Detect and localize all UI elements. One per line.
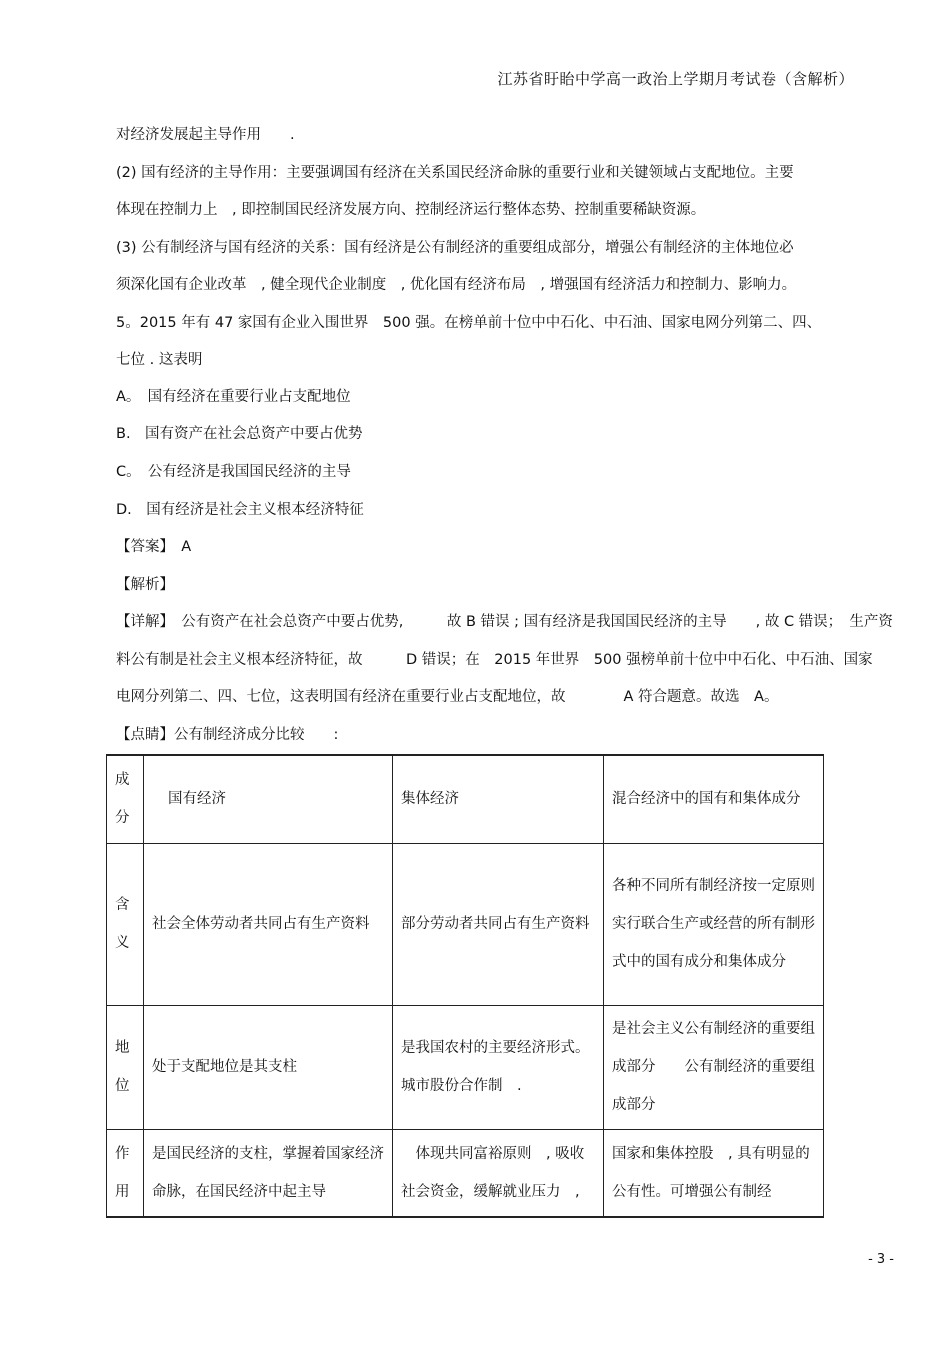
table-cell: 各种不同所有制经济按一定原则实行联合生产或经营的所有制形式中的国有成分和集体成分 <box>604 843 824 1005</box>
table-header-cell: 成分 <box>107 755 144 843</box>
table-row <box>107 1005 824 1129</box>
answer-line: 【答案】 A <box>116 539 192 555</box>
comparison-table <box>106 754 824 1218</box>
table-row-head: 作用 <box>107 1129 144 1217</box>
table-header-row <box>107 755 824 843</box>
table-cell: 体现共同富裕原则 , 吸收社会资金，缓解就业压力 , <box>393 1129 604 1217</box>
table-cell: 是社会主义公有制经济的重要组成部分 公有制经济的重要组成部分 <box>604 1005 824 1129</box>
analysis-heading: 【解析】 <box>116 577 174 593</box>
comment-heading: 【点睛】公有制经济成分比较 : <box>116 727 339 743</box>
option-d: D. 国有经济是社会主义根本经济特征 <box>116 502 364 518</box>
table-cell: 社会全体劳动者共同占有生产资料 <box>144 843 393 1005</box>
option-b: B. 国有资产在社会总资产中要占优势 <box>116 426 363 442</box>
page-header-title: 江苏省盱眙中学高一政治上学期月考试卷（含解析） <box>497 70 854 88</box>
table-row <box>107 843 824 1005</box>
table-cell: 是国民经济的支柱，掌握着国家经济命脉，在国民经济中起主导 <box>144 1129 393 1217</box>
table-row-head: 地位 <box>107 1005 144 1129</box>
detail-line: 【详解】 公有资产在社会总资产中要占优势, 故 B 错误 ; 国有经济是我国国民经济的主导 , 故 C 错误； 生产资 <box>116 614 893 630</box>
table-cell: 处于支配地位是其支柱 <box>144 1005 393 1129</box>
option-a: A。 国有经济在重要行业占支配地位 <box>116 389 351 405</box>
table-header-cell: 集体经济 <box>393 755 604 843</box>
body-line: 对经济发展起主导作用 . <box>116 127 295 143</box>
question-5-stem: 5。2015 年有 47 家国有企业入围世界 500 强。在榜单前十位中中石化、中石油、国家电网分列第二、四、 <box>116 315 822 331</box>
option-c: C。 公有经济是我国国民经济的主导 <box>116 464 351 480</box>
table-cell: 是我国农村的主要经济形式。城市股份合作制 . <box>393 1005 604 1129</box>
table-cell: 部分劳动者共同占有生产资料 <box>393 843 604 1005</box>
table-row-head: 含义 <box>107 843 144 1005</box>
page-number: - 3 - <box>868 1252 894 1267</box>
body-line: (3) 公有制经济与国有经济的关系：国有经济是公有制经济的重要组成部分，增强公有制经济的主体地位必 <box>116 240 794 256</box>
table-header-cell: 混合经济中的国有和集体成分 <box>604 755 824 843</box>
question-5-stem-cont: 七位 . 这表明 <box>116 352 203 368</box>
body-line: 体现在控制力上 , 即控制国民经济发展方向、控制经济运行整体态势、控制重要稀缺资源。 <box>116 202 706 218</box>
detail-line: 电网分列第二、四、七位，这表明国有经济在重要行业占支配地位，故 A 符合题意。故选 A。 <box>116 689 779 705</box>
table-header-cell: 国有经济 <box>144 755 393 843</box>
body-line: 须深化国有企业改革 , 健全现代企业制度 , 优化国有经济布局 , 增强国有经济活力和控制力、影响力。 <box>116 277 797 293</box>
table-row <box>107 1129 824 1217</box>
detail-line: 料公有制是社会主义根本经济特征，故 D 错误；在 2015 年世界 500 强榜单前十位中中石化、中石油、国家 <box>116 652 873 668</box>
table-cell: 国家和集体控股 , 具有明显的公有性。可增强公有制经 <box>604 1129 824 1217</box>
body-line: (2) 国有经济的主导作用：主要强调国有经济在关系国民经济命脉的重要行业和关键领域占支配地位。主要 <box>116 165 794 181</box>
